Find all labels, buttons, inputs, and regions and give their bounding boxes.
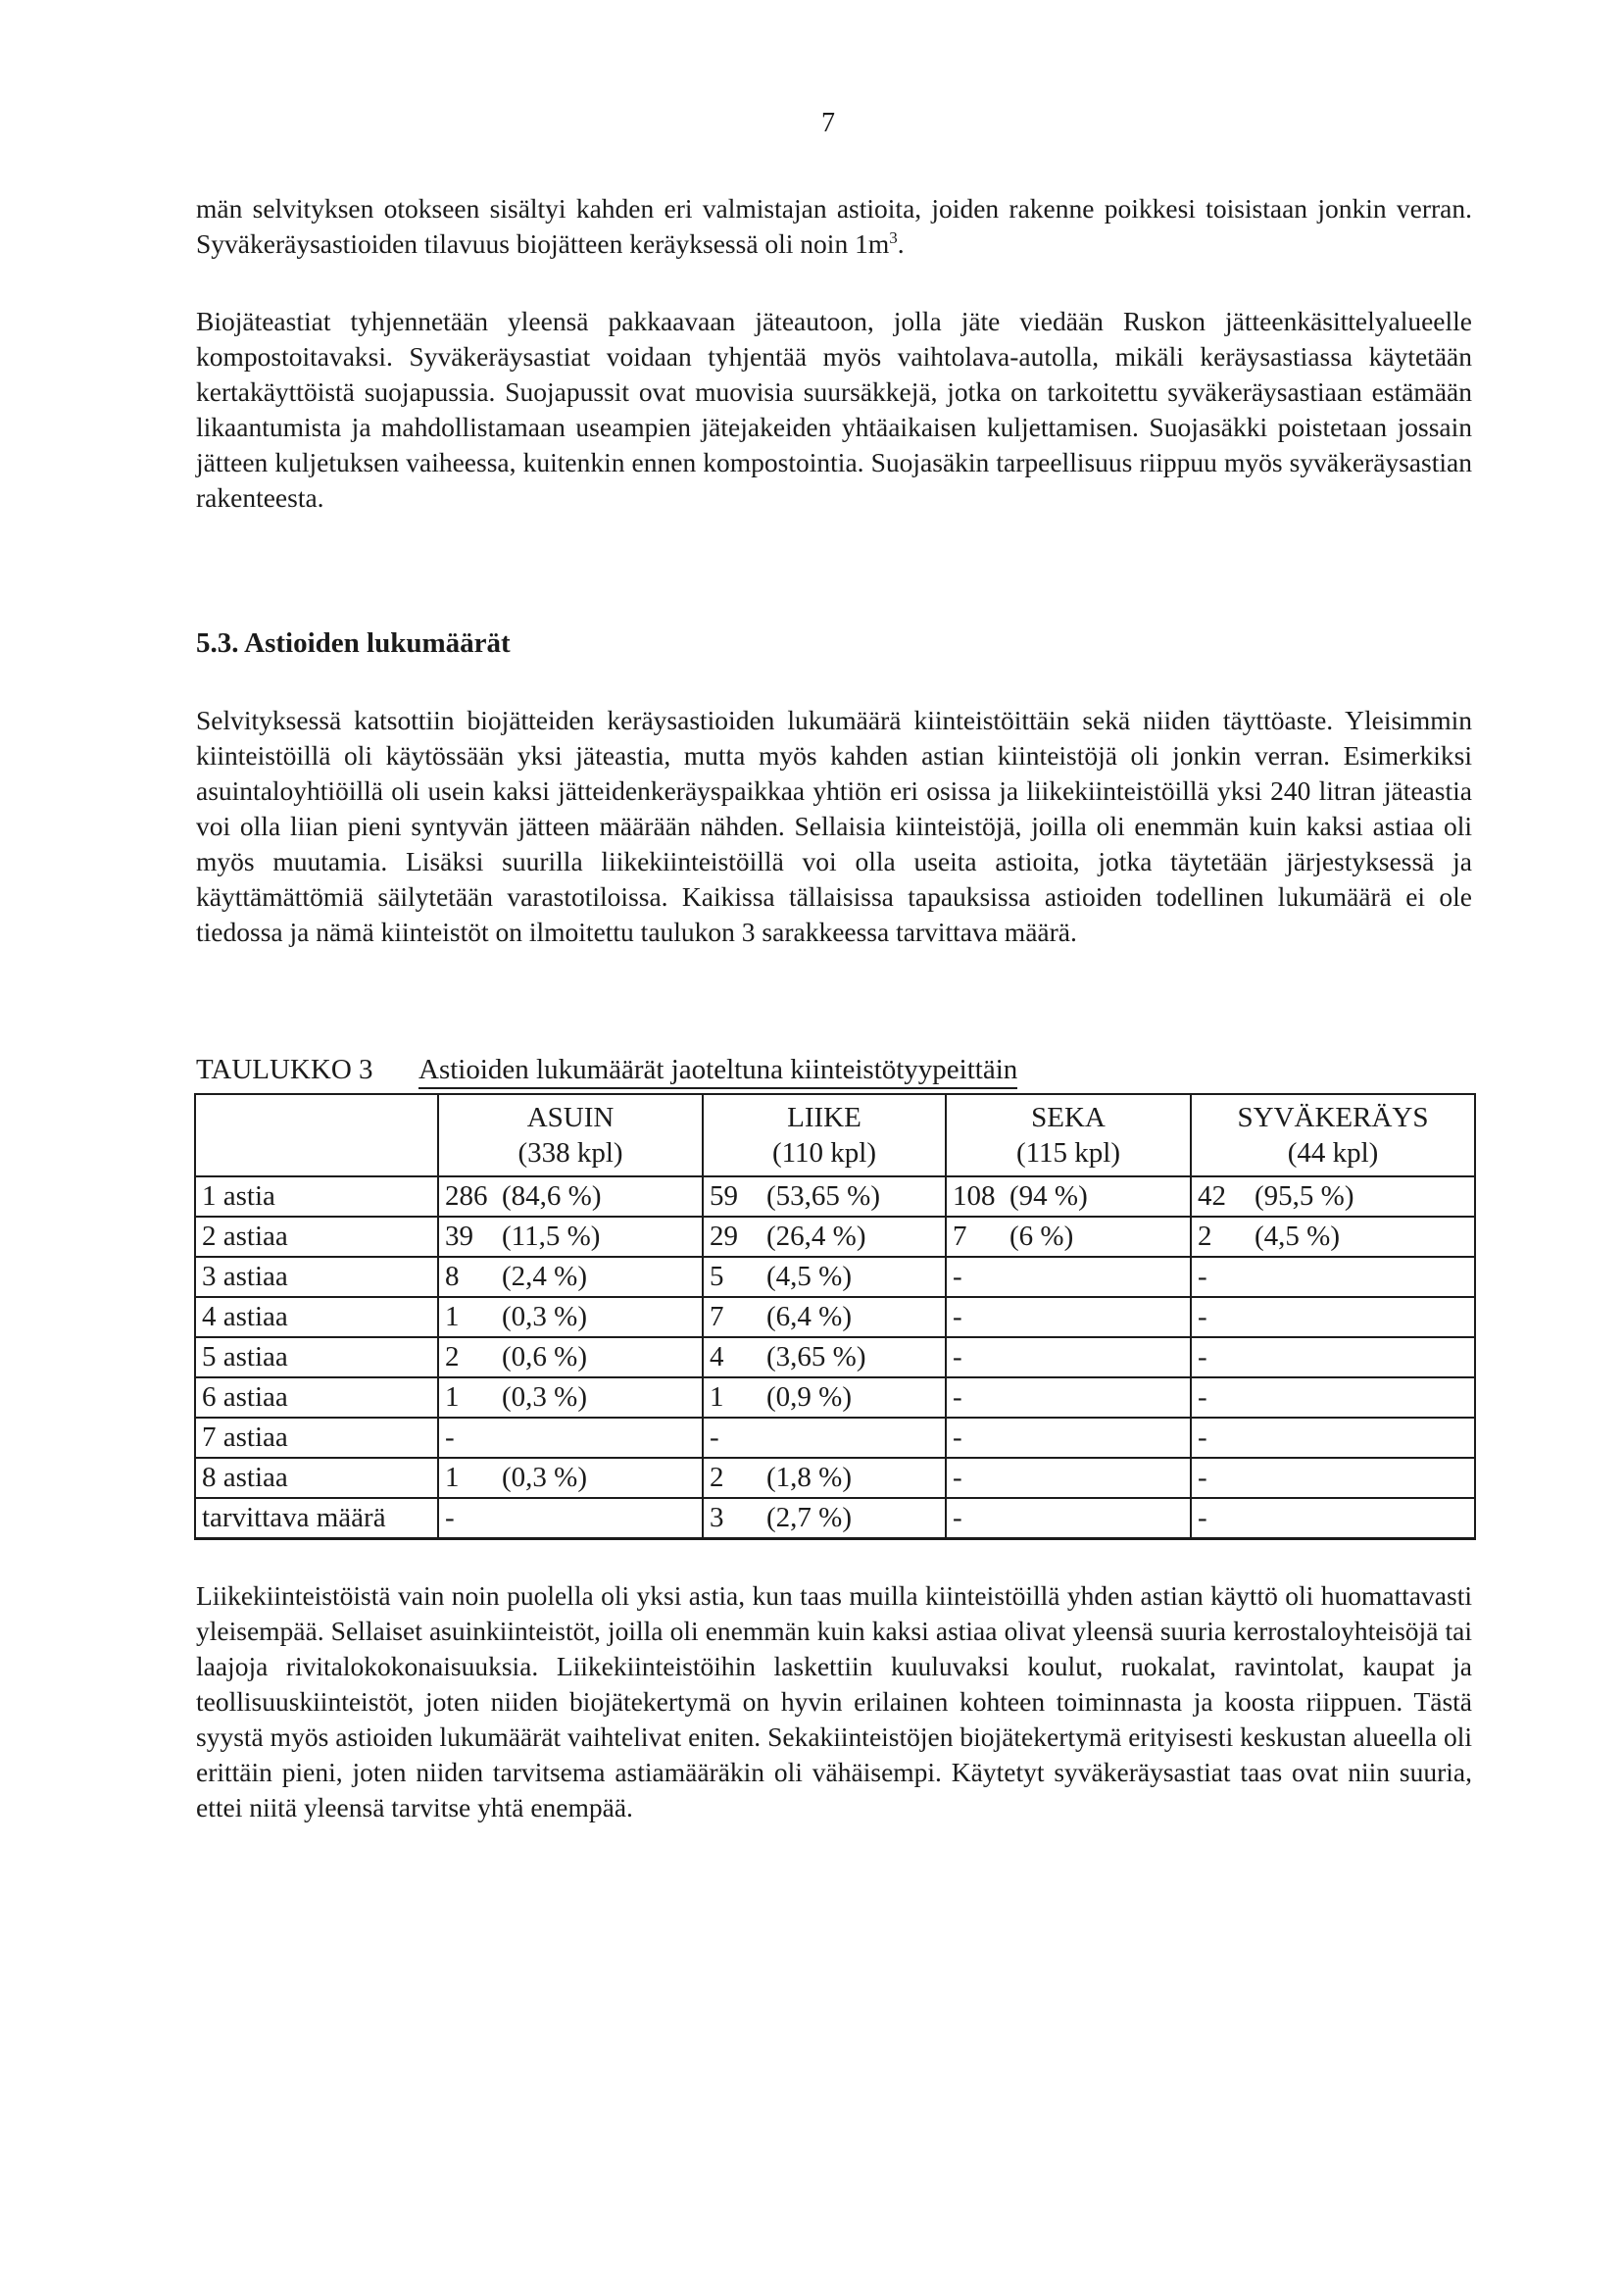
header-liike: LIIKE (110 kpl) (703, 1094, 946, 1176)
cell-count: - (953, 1462, 962, 1493)
row-label: 2 astiaa (195, 1217, 438, 1257)
cell-count: 7 (953, 1221, 967, 1252)
cell-percent: (11,5 %) (502, 1221, 601, 1252)
cell-percent: (2,4 %) (502, 1261, 587, 1292)
cell-percent: (4,5 %) (1255, 1221, 1340, 1252)
table-row (195, 1297, 1475, 1337)
cell-count: 2 (1198, 1221, 1212, 1252)
cell-count: 59 (710, 1180, 738, 1212)
cell-count: - (953, 1341, 962, 1372)
cell-count: 3 (710, 1502, 724, 1533)
cell-count: 8 (445, 1261, 460, 1292)
table-cell (438, 1337, 703, 1377)
table-cell (1191, 1297, 1475, 1337)
cell-percent: (4,5 %) (766, 1261, 852, 1292)
cell-count: 7 (710, 1301, 724, 1332)
cell-percent: (94 %) (1009, 1180, 1088, 1212)
paragraph-1 (196, 191, 1472, 262)
table-cell (1191, 1418, 1475, 1458)
header-empty-cell (195, 1094, 438, 1176)
row-label: 8 astiaa (195, 1458, 438, 1498)
cell-count: 42 (1198, 1180, 1226, 1212)
cell-count: - (953, 1261, 962, 1292)
table-cell (438, 1297, 703, 1337)
table-row (195, 1498, 1475, 1539)
table-caption-text: Astioiden lukumäärät jaoteltuna kiinteistötyypeittäin (418, 1054, 1017, 1089)
paragraph-3: Selvityksessä katsottiin biojätteiden keräysastioiden lukumäärä kiinteistöittäin sekä niiden täyttöaste. Yleisimmin kiinteistöillä oli käytössään yksi jäteastia, mutta myös kahden astian kiinteistöjä oli jonkin verran. Esimerkiksi asuintaloyhtiöillä oli usein kaksi jätteidenkeräyspaikkaa yhtiön eri osissa ja liikekiinteistöillä yksi 240 litran jäteastia voi olla liian pieni syntyvän jätteen määrään nähden. Sellaisia kiinteistöjä, joilla oli enemmän kuin kaksi astiaa oli myös muutamia. Lisäksi suurilla liikekiinteistöillä voi olla useita astioita, jotka täytetään järjestyksessä ja käyttämättömiä säilytetään varastotiloissa. Kaikissa tällaisissa tapauksissa astioiden todellinen lukumäärä ei ole tiedossa ja nämä kiinteistöt on ilmoitettu taulukon 3 sarakkeessa tarvittava määrä. (196, 705, 1472, 947)
table-cell (946, 1458, 1191, 1498)
cell-count: - (953, 1422, 962, 1453)
section-heading: 5.3. Astioiden lukumäärät (196, 627, 511, 659)
table-row (195, 1176, 1475, 1217)
cell-count: - (1198, 1341, 1207, 1372)
cell-count: - (445, 1422, 455, 1453)
table-cell (1191, 1377, 1475, 1418)
table-header-row (195, 1094, 1475, 1176)
table-cell (438, 1498, 703, 1539)
paragraph-1-end: . (897, 228, 905, 259)
cell-count: 108 (953, 1180, 996, 1212)
cell-count: 1 (445, 1462, 460, 1493)
cell-count: 4 (710, 1341, 724, 1372)
table-cell (946, 1377, 1191, 1418)
table-cell (1191, 1458, 1475, 1498)
cell-percent: (53,65 %) (766, 1180, 880, 1212)
cell-count: - (1198, 1261, 1207, 1292)
header-asuin: ASUIN (338 kpl) (438, 1094, 703, 1176)
cell-count: 29 (710, 1221, 738, 1252)
cell-count: 1 (445, 1381, 460, 1413)
table-cell (438, 1377, 703, 1418)
table-cell (438, 1217, 703, 1257)
table-cell (703, 1498, 946, 1539)
table-caption (196, 1054, 1018, 1086)
cell-count: 39 (445, 1221, 473, 1252)
table-cell (946, 1176, 1191, 1217)
table-cell (438, 1458, 703, 1498)
table-cell (946, 1297, 1191, 1337)
table-cell (946, 1217, 1191, 1257)
table-cell (703, 1377, 946, 1418)
cell-percent: (1,8 %) (766, 1462, 852, 1493)
table-cell (703, 1297, 946, 1337)
row-label: 5 astiaa (195, 1337, 438, 1377)
cell-percent: (84,6 %) (502, 1180, 602, 1212)
cell-percent: (95,5 %) (1255, 1180, 1354, 1212)
table-row (195, 1217, 1475, 1257)
table-cell (946, 1498, 1191, 1539)
row-label: 1 astia (195, 1176, 438, 1217)
table-cell (703, 1217, 946, 1257)
cell-percent: (0,3 %) (502, 1462, 587, 1493)
row-label: tarvittava määrä (195, 1498, 438, 1539)
table-cell (1191, 1176, 1475, 1217)
table-cell (1191, 1337, 1475, 1377)
row-label: 4 astiaa (195, 1297, 438, 1337)
table-row (195, 1337, 1475, 1377)
table-cell (946, 1257, 1191, 1297)
cell-count: - (1198, 1381, 1207, 1413)
cell-count: - (953, 1301, 962, 1332)
header-seka: SEKA (115 kpl) (946, 1094, 1191, 1176)
bin-count-table (194, 1093, 1476, 1540)
table-cell (438, 1418, 703, 1458)
header-syvakerays: SYVÄKERÄYS (44 kpl) (1191, 1094, 1475, 1176)
row-label: 6 astiaa (195, 1377, 438, 1418)
table-cell (946, 1337, 1191, 1377)
table-caption-label: TAULUKKO 3 (196, 1054, 373, 1085)
cell-count: - (953, 1381, 962, 1413)
cell-percent: (6 %) (1009, 1221, 1074, 1252)
cell-percent: (6,4 %) (766, 1301, 852, 1332)
cell-percent: (0,3 %) (502, 1301, 587, 1332)
cell-count: - (1198, 1301, 1207, 1332)
cell-count: 1 (710, 1381, 724, 1413)
cell-count: - (1198, 1462, 1207, 1493)
superscript: 3 (889, 227, 898, 247)
cell-percent: (0,6 %) (502, 1341, 587, 1372)
table-row (195, 1257, 1475, 1297)
table-cell (703, 1458, 946, 1498)
table-cell (703, 1176, 946, 1217)
cell-percent: (0,3 %) (502, 1381, 587, 1413)
cell-count: - (1198, 1502, 1207, 1533)
table-row (195, 1458, 1475, 1498)
cell-count: 1 (445, 1301, 460, 1332)
paragraph-2: Biojäteastiat tyhjennetään yleensä pakkaavaan jäteautoon, jolla jäte viedään Ruskon jätteenkäsittelyalueelle kompostoitavaksi. Syväkeräysastiat voidaan tyhjentää myös vaihtolava-autolla, mikäli keräysastiassa käytetään kertakäyttöistä suojapussia. Suojapussit ovat muovisia suursäkkejä, jotka on tarkoitettu syväkeräysastiaan estämään likaantumista ja mahdollistamaan useampien jätejakeiden yhtäaikaisen kuljettamisen. Suojasäkki poistetaan jossain jätteen kuljetuksen vaiheessa, kuitenkin ennen kompostointia. Suojasäkin tarpeellisuus riippuu myös syväkeräysastian rakenteesta. (196, 306, 1472, 513)
table-cell (703, 1418, 946, 1458)
cell-count: - (445, 1502, 455, 1533)
cell-percent: (26,4 %) (766, 1221, 866, 1252)
cell-count: - (710, 1422, 719, 1453)
table-cell (1191, 1217, 1475, 1257)
table-row (195, 1377, 1475, 1418)
cell-count: 2 (445, 1341, 460, 1372)
table-cell (1191, 1257, 1475, 1297)
cell-count: 286 (445, 1180, 488, 1212)
paragraph-4: Liikekiinteistöistä vain noin puolella oli yksi astia, kun taas muilla kiinteistöillä yhden astian käyttö oli huomattavasti yleisempää. Sellaiset asuinkiinteistöt, joilla oli enemmän kuin kaksi astiaa olivat yleensä suuria kerrostaloyhteisöjä tai laajoja rivitalokokonaisuuksia. Liikekiinteistöihin laskettiin kuuluvaksi koulut, ruokalat, ravintolat, kaupat ja teollisuuskiinteistöt, joten niiden biojätekertymä on hyvin erilainen kohteen toiminnasta ja koosta riippuen. Tästä syystä myös astioiden lukumäärät vaihtelivat eniten. Sekakiinteistöjen biojätekertymä erityisesti keskustan alueella oli erittäin pieni, joten niiden tarvitsema astiamääräkin oli vähäisempi. Käytetyt syväkeräysastiat taas ovat niin suuria, ettei niitä yleensä tarvitse yhtä enempää. (196, 1580, 1472, 1822)
row-label: 3 astiaa (195, 1257, 438, 1297)
paragraph-1-text: män selvityksen otokseen sisältyi kahden eri valmistajan astioita, joiden rakenne poikkesi toisistaan jonkin verran. Syväkeräysastioiden tilavuus biojätteen keräyksessä oli noin 1m (196, 193, 1472, 259)
cell-percent: (2,7 %) (766, 1502, 852, 1533)
table-cell (438, 1176, 703, 1217)
table-cell (438, 1257, 703, 1297)
table-cell (946, 1418, 1191, 1458)
row-label: 7 astiaa (195, 1418, 438, 1458)
page-number: 7 (821, 108, 835, 138)
table-row (195, 1418, 1475, 1458)
cell-percent: (3,65 %) (766, 1341, 866, 1372)
cell-count: - (1198, 1422, 1207, 1453)
cell-count: 5 (710, 1261, 724, 1292)
table-cell (703, 1337, 946, 1377)
cell-count: 2 (710, 1462, 724, 1493)
table-cell (1191, 1498, 1475, 1539)
cell-count: - (953, 1502, 962, 1533)
cell-percent: (0,9 %) (766, 1381, 852, 1413)
table-cell (703, 1257, 946, 1297)
